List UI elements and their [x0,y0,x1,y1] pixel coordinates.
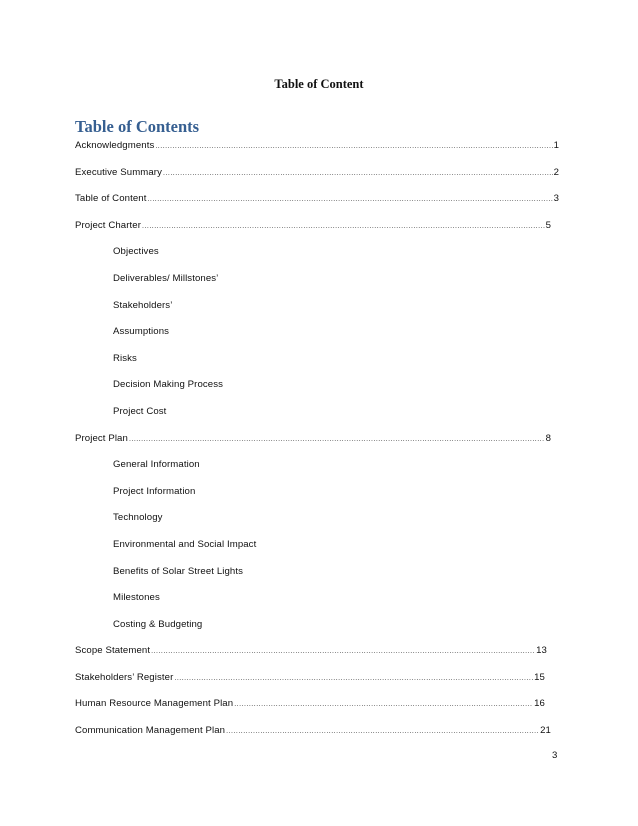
toc-entry-hr-management-plan[interactable] [75,697,545,724]
toc-entry-executive-summary[interactable] [75,166,559,193]
toc-entry-label: Executive Summary [75,166,163,178]
toc-subitem-risks[interactable]: Risks [113,352,137,364]
toc-leader-dots [174,672,533,685]
toc-entry-project-charter[interactable] [75,219,551,246]
toc-subitem-stakeholders[interactable]: Stakeholders’ [113,299,173,311]
toc-leader-dots [155,140,552,153]
toc-subitem-objectives[interactable]: Objectives [113,246,159,258]
toc-entry-table-of-content[interactable] [75,192,559,219]
toc-leader-dots [151,645,535,658]
toc-subitem-general-information[interactable]: General Information [113,459,200,471]
toc-entry-page: 2 [553,166,559,178]
page-title: Table of Content [274,77,364,91]
toc-entry-scope-statement[interactable] [75,644,547,671]
toc-entry-page: 16 [534,698,545,710]
toc-entry-acknowledgments[interactable] [75,139,559,166]
toc-leader-dots [226,725,539,738]
footer-page-number: 3 [552,750,558,761]
toc-subitem-project-information[interactable]: Project Information [113,485,196,497]
toc-leader-dots [234,698,533,711]
toc-entry-page: 5 [545,219,551,231]
toc-subitem-environmental-impact[interactable]: Environmental and Social Impact [113,538,257,550]
toc-leader-dots [129,433,545,446]
toc-subitem-deliverables[interactable]: Deliverables/ Millstones’ [113,272,219,284]
toc-entry-communication-plan[interactable] [75,724,551,751]
toc-list [75,139,565,751]
toc-entry-project-plan[interactable] [75,432,551,459]
toc-subitem-benefits[interactable]: Benefits of Solar Street Lights [113,565,244,577]
toc-entry-label: Human Resource Management Plan [75,698,234,710]
toc-leader-dots [147,193,552,206]
toc-entry-page: 1 [553,140,559,151]
toc-entry-label: Communication Management Plan [75,725,226,737]
toc-subitem-technology[interactable]: Technology [113,512,163,524]
toc-entry-page: 3 [553,193,559,205]
toc-subitem-project-cost[interactable]: Project Cost [113,405,167,417]
toc-entry-label: Stakeholders’ Register [75,671,174,683]
toc-entry-page: 8 [545,432,551,444]
toc-entry-page: 13 [536,645,547,657]
toc-entry-label: Acknowledgments [75,140,155,151]
toc-subitem-costing-budgeting[interactable]: Costing & Budgeting [113,618,203,630]
toc-heading: Table of Contents [75,117,200,136]
toc-entry-label: Scope Statement [75,645,151,657]
toc-subitem-milestones[interactable]: Milestones [113,592,160,604]
toc-subitem-decision-making[interactable]: Decision Making Process [113,379,224,391]
toc-leader-dots [163,167,553,180]
toc-entry-stakeholders-register[interactable] [75,671,545,698]
toc-subitem-assumptions[interactable]: Assumptions [113,326,170,338]
toc-leader-dots [142,220,545,233]
toc-entry-label: Table of Content [75,193,147,205]
toc-entry-page: 21 [540,725,551,737]
toc-entry-label: Project Plan [75,432,128,444]
toc-entry-page: 15 [534,671,545,683]
toc-entry-label: Project Charter [75,219,142,231]
